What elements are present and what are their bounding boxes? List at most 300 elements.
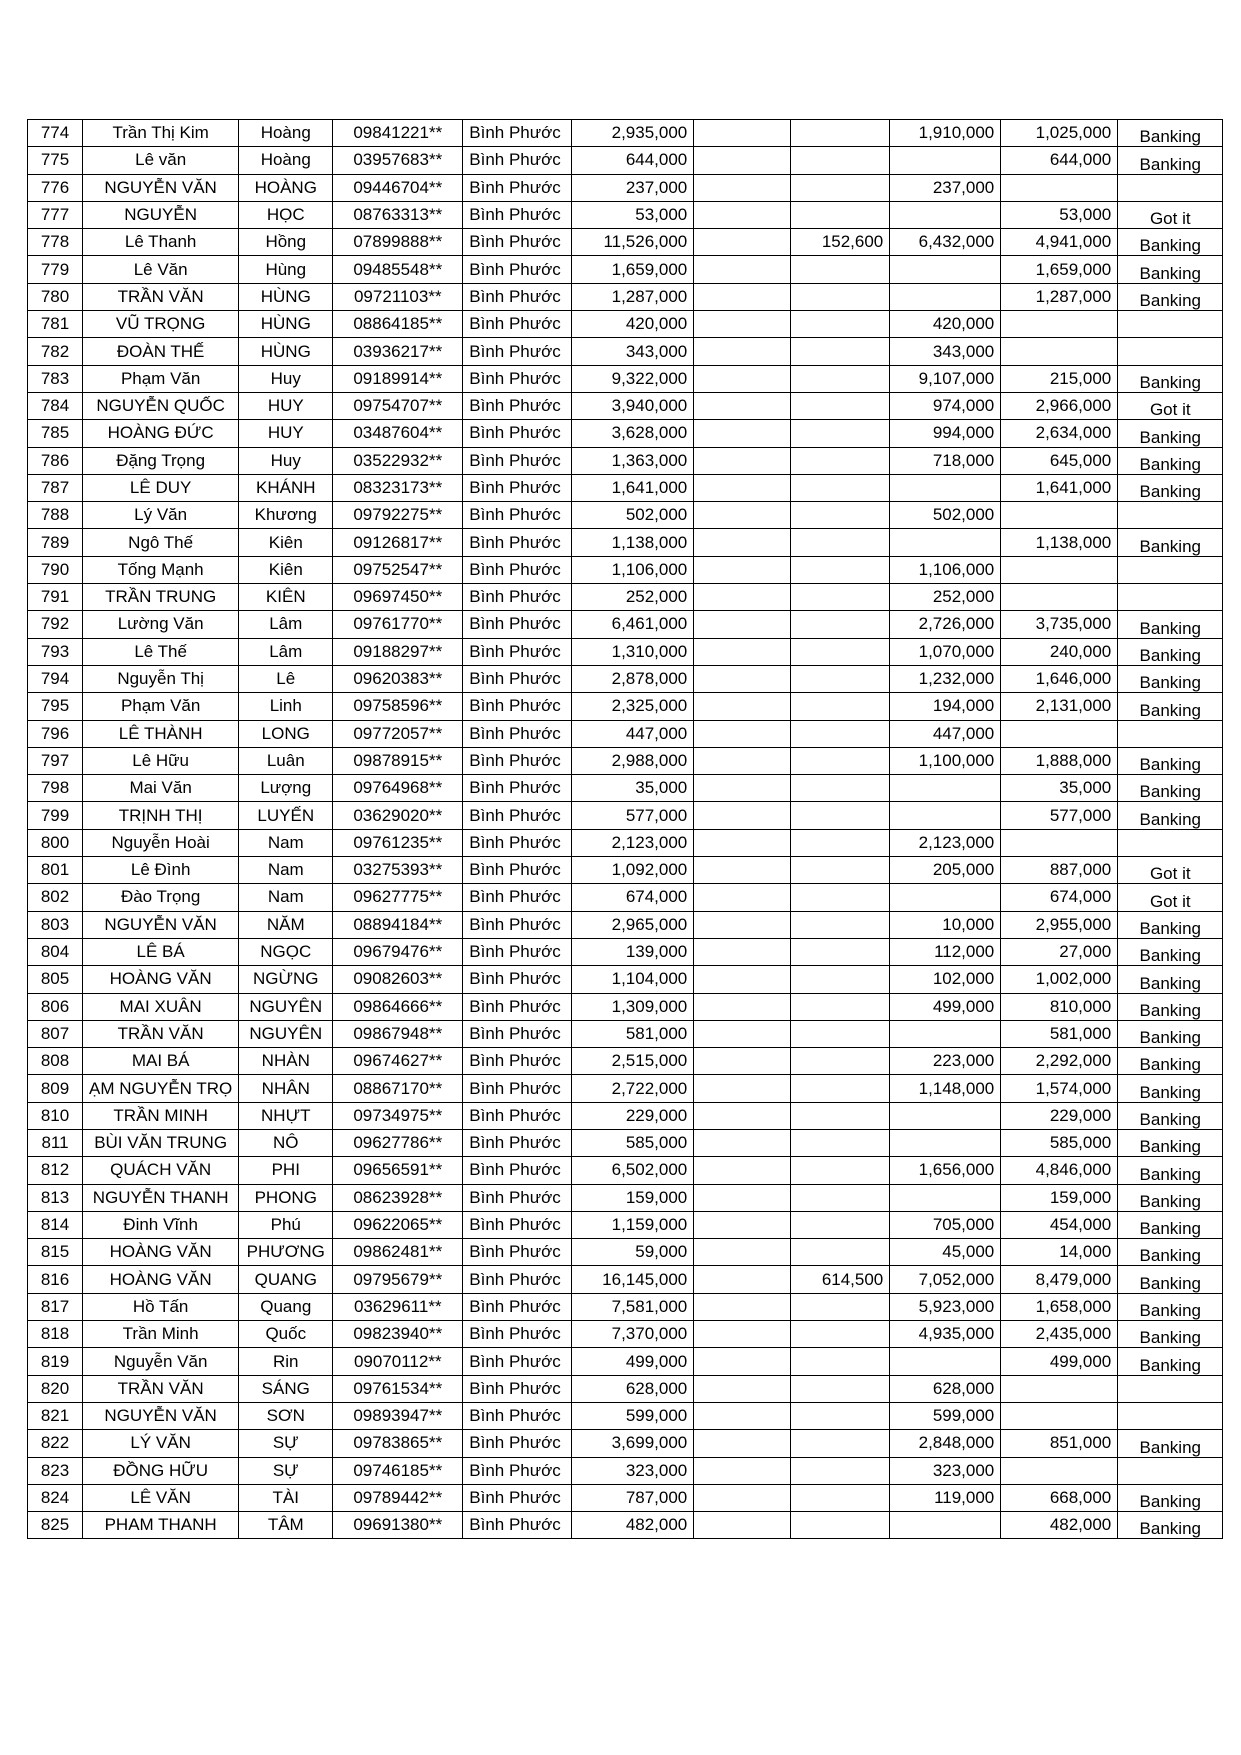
- payment-method: Got it: [1118, 857, 1223, 884]
- empty-cell: [694, 1375, 791, 1402]
- row-number: 802: [28, 884, 83, 911]
- table-row: [28, 829, 1223, 856]
- family-name: BÙI VĂN TRUNG: [83, 1129, 239, 1156]
- total-amount: 237,000: [572, 174, 694, 201]
- payment-table: [27, 119, 1223, 1539]
- total-amount: 499,000: [572, 1348, 694, 1375]
- row-number: 797: [28, 747, 83, 774]
- total-amount: 1,310,000: [572, 638, 694, 665]
- amount-a: [890, 884, 1001, 911]
- total-amount: 1,287,000: [572, 283, 694, 310]
- amount-b: 1,002,000: [1001, 966, 1118, 993]
- deduction-amount: [791, 392, 890, 419]
- family-name: Nguyễn Thị: [83, 665, 239, 692]
- amount-a: 1,100,000: [890, 747, 1001, 774]
- amount-b: 240,000: [1001, 638, 1118, 665]
- deduction-amount: [791, 1211, 890, 1238]
- deduction-amount: 152,600: [791, 229, 890, 256]
- amount-b: [1001, 338, 1118, 365]
- total-amount: 644,000: [572, 147, 694, 174]
- table-row: [28, 311, 1223, 338]
- amount-b: 1,641,000: [1001, 474, 1118, 501]
- deduction-amount: [791, 1184, 890, 1211]
- payment-method: Got it: [1118, 884, 1223, 911]
- phone-number: 08864185**: [333, 311, 463, 338]
- family-name: NGUYỄN QUỐC: [83, 392, 239, 419]
- total-amount: 577,000: [572, 802, 694, 829]
- row-number: 774: [28, 120, 83, 147]
- given-name: Linh: [239, 693, 333, 720]
- province: Bình Phước: [463, 1293, 572, 1320]
- total-amount: 11,526,000: [572, 229, 694, 256]
- empty-cell: [694, 584, 791, 611]
- amount-a: 252,000: [890, 584, 1001, 611]
- phone-number: 09697450**: [333, 584, 463, 611]
- table-row: [28, 1211, 1223, 1238]
- row-number: 810: [28, 1102, 83, 1129]
- province: Bình Phước: [463, 611, 572, 638]
- given-name: NHÀN: [239, 1048, 333, 1075]
- table-row: [28, 365, 1223, 392]
- deduction-amount: [791, 283, 890, 310]
- province: Bình Phước: [463, 556, 572, 583]
- phone-number: 09627775**: [333, 884, 463, 911]
- phone-number: 09758596**: [333, 693, 463, 720]
- table-row: [28, 938, 1223, 965]
- total-amount: 2,722,000: [572, 1075, 694, 1102]
- given-name: Nam: [239, 829, 333, 856]
- amount-a: 9,107,000: [890, 365, 1001, 392]
- deduction-amount: [791, 1512, 890, 1539]
- empty-cell: [694, 1211, 791, 1238]
- amount-b: 581,000: [1001, 1020, 1118, 1047]
- province: Bình Phước: [463, 747, 572, 774]
- province: Bình Phước: [463, 584, 572, 611]
- deduction-amount: [791, 802, 890, 829]
- row-number: 818: [28, 1321, 83, 1348]
- given-name: TÂM: [239, 1512, 333, 1539]
- amount-a: 1,106,000: [890, 556, 1001, 583]
- table-row: [28, 1157, 1223, 1184]
- payment-method: Banking: [1118, 1512, 1223, 1539]
- empty-cell: [694, 420, 791, 447]
- given-name: Khương: [239, 502, 333, 529]
- empty-cell: [694, 857, 791, 884]
- province: Bình Phước: [463, 1266, 572, 1293]
- empty-cell: [694, 1430, 791, 1457]
- given-name: Kiên: [239, 529, 333, 556]
- given-name: SÁNG: [239, 1375, 333, 1402]
- row-number: 796: [28, 720, 83, 747]
- amount-a: 628,000: [890, 1375, 1001, 1402]
- table-row: [28, 1293, 1223, 1320]
- given-name: NGUYÊN: [239, 993, 333, 1020]
- total-amount: 1,104,000: [572, 966, 694, 993]
- province: Bình Phước: [463, 1184, 572, 1211]
- amount-a: 194,000: [890, 693, 1001, 720]
- given-name: LUYẾN: [239, 802, 333, 829]
- family-name: Phạm Văn: [83, 693, 239, 720]
- family-name: HOÀNG ĐỨC: [83, 420, 239, 447]
- table-row: [28, 1075, 1223, 1102]
- row-number: 816: [28, 1266, 83, 1293]
- amount-a: [890, 1184, 1001, 1211]
- row-number: 787: [28, 474, 83, 501]
- given-name: Huy: [239, 365, 333, 392]
- empty-cell: [694, 1402, 791, 1429]
- payment-method: [1118, 311, 1223, 338]
- row-number: 811: [28, 1129, 83, 1156]
- family-name: HOÀNG VĂN: [83, 1239, 239, 1266]
- amount-b: 229,000: [1001, 1102, 1118, 1129]
- province: Bình Phước: [463, 229, 572, 256]
- province: Bình Phước: [463, 392, 572, 419]
- table-row: [28, 1048, 1223, 1075]
- payment-method: Banking: [1118, 120, 1223, 147]
- deduction-amount: [791, 611, 890, 638]
- amount-b: 851,000: [1001, 1430, 1118, 1457]
- phone-number: 03936217**: [333, 338, 463, 365]
- deduction-amount: [791, 201, 890, 228]
- table-row: [28, 584, 1223, 611]
- empty-cell: [694, 1266, 791, 1293]
- deduction-amount: [791, 1020, 890, 1047]
- phone-number: 09752547**: [333, 556, 463, 583]
- province: Bình Phước: [463, 938, 572, 965]
- table-row: [28, 283, 1223, 310]
- empty-cell: [694, 966, 791, 993]
- amount-a: 2,123,000: [890, 829, 1001, 856]
- deduction-amount: [791, 1484, 890, 1511]
- given-name: KHÁNH: [239, 474, 333, 501]
- row-number: 814: [28, 1211, 83, 1238]
- amount-b: 810,000: [1001, 993, 1118, 1020]
- total-amount: 502,000: [572, 502, 694, 529]
- amount-a: 45,000: [890, 1239, 1001, 1266]
- amount-b: [1001, 311, 1118, 338]
- given-name: Nam: [239, 857, 333, 884]
- total-amount: 2,965,000: [572, 911, 694, 938]
- given-name: Phú: [239, 1211, 333, 1238]
- province: Bình Phước: [463, 1348, 572, 1375]
- empty-cell: [694, 611, 791, 638]
- amount-a: [890, 802, 1001, 829]
- empty-cell: [694, 638, 791, 665]
- family-name: Phạm Văn: [83, 365, 239, 392]
- deduction-amount: [791, 365, 890, 392]
- total-amount: 1,159,000: [572, 1211, 694, 1238]
- payment-method: Banking: [1118, 420, 1223, 447]
- phone-number: 09893947**: [333, 1402, 463, 1429]
- empty-cell: [694, 1321, 791, 1348]
- province: Bình Phước: [463, 1075, 572, 1102]
- table-row: [28, 1457, 1223, 1484]
- payment-method: Banking: [1118, 1184, 1223, 1211]
- table-row: [28, 1129, 1223, 1156]
- deduction-amount: [791, 638, 890, 665]
- amount-a: 343,000: [890, 338, 1001, 365]
- given-name: NGUYÊN: [239, 1020, 333, 1047]
- phone-number: 09691380**: [333, 1512, 463, 1539]
- amount-a: 502,000: [890, 502, 1001, 529]
- amount-a: 223,000: [890, 1048, 1001, 1075]
- total-amount: 674,000: [572, 884, 694, 911]
- payment-method: Banking: [1118, 1321, 1223, 1348]
- amount-a: 323,000: [890, 1457, 1001, 1484]
- amount-b: 2,292,000: [1001, 1048, 1118, 1075]
- deduction-amount: [791, 857, 890, 884]
- phone-number: 09674627**: [333, 1048, 463, 1075]
- family-name: NGUYỄN: [83, 201, 239, 228]
- province: Bình Phước: [463, 857, 572, 884]
- payment-method: Banking: [1118, 665, 1223, 692]
- table-row: [28, 611, 1223, 638]
- province: Bình Phước: [463, 1129, 572, 1156]
- province: Bình Phước: [463, 1512, 572, 1539]
- empty-cell: [694, 256, 791, 283]
- row-number: 808: [28, 1048, 83, 1075]
- total-amount: 628,000: [572, 1375, 694, 1402]
- amount-a: 112,000: [890, 938, 1001, 965]
- amount-a: 447,000: [890, 720, 1001, 747]
- family-name: NGUYỄN VĂN: [83, 1402, 239, 1429]
- total-amount: 1,106,000: [572, 556, 694, 583]
- table-row: [28, 1239, 1223, 1266]
- total-amount: 2,988,000: [572, 747, 694, 774]
- deduction-amount: [791, 665, 890, 692]
- given-name: TÀI: [239, 1484, 333, 1511]
- amount-b: 1,138,000: [1001, 529, 1118, 556]
- row-number: 794: [28, 665, 83, 692]
- row-number: 801: [28, 857, 83, 884]
- total-amount: 2,515,000: [572, 1048, 694, 1075]
- payment-method: Banking: [1118, 747, 1223, 774]
- table-row: [28, 1402, 1223, 1429]
- province: Bình Phước: [463, 283, 572, 310]
- empty-cell: [694, 1239, 791, 1266]
- amount-b: 4,846,000: [1001, 1157, 1118, 1184]
- total-amount: 2,123,000: [572, 829, 694, 856]
- province: Bình Phước: [463, 1157, 572, 1184]
- empty-cell: [694, 747, 791, 774]
- empty-cell: [694, 938, 791, 965]
- total-amount: 7,370,000: [572, 1321, 694, 1348]
- family-name: Mai Văn: [83, 775, 239, 802]
- empty-cell: [694, 665, 791, 692]
- table-row: [28, 256, 1223, 283]
- payment-method: [1118, 556, 1223, 583]
- province: Bình Phước: [463, 1239, 572, 1266]
- row-number: 777: [28, 201, 83, 228]
- row-number: 800: [28, 829, 83, 856]
- deduction-amount: [791, 420, 890, 447]
- province: Bình Phước: [463, 1102, 572, 1129]
- row-number: 781: [28, 311, 83, 338]
- row-number: 784: [28, 392, 83, 419]
- given-name: NGỪNG: [239, 966, 333, 993]
- empty-cell: [694, 120, 791, 147]
- table-row: [28, 802, 1223, 829]
- family-name: ĐOÀN THẾ: [83, 338, 239, 365]
- row-number: 806: [28, 993, 83, 1020]
- table-body: [28, 120, 1223, 1539]
- table-row: [28, 993, 1223, 1020]
- province: Bình Phước: [463, 338, 572, 365]
- phone-number: 09761770**: [333, 611, 463, 638]
- family-name: LÊ DUY: [83, 474, 239, 501]
- table-row: [28, 120, 1223, 147]
- payment-method: [1118, 720, 1223, 747]
- deduction-amount: [791, 966, 890, 993]
- amount-b: 215,000: [1001, 365, 1118, 392]
- family-name: MAI BÁ: [83, 1048, 239, 1075]
- empty-cell: [694, 474, 791, 501]
- total-amount: 3,699,000: [572, 1430, 694, 1457]
- amount-a: [890, 256, 1001, 283]
- phone-number: 08894184**: [333, 911, 463, 938]
- given-name: Hoàng: [239, 120, 333, 147]
- family-name: HOÀNG VĂN: [83, 966, 239, 993]
- family-name: VŨ TRỌNG: [83, 311, 239, 338]
- amount-b: [1001, 556, 1118, 583]
- family-name: TRỊNH THỊ: [83, 802, 239, 829]
- amount-b: [1001, 174, 1118, 201]
- empty-cell: [694, 1184, 791, 1211]
- row-number: 789: [28, 529, 83, 556]
- payment-method: [1118, 1402, 1223, 1429]
- deduction-amount: [791, 529, 890, 556]
- total-amount: 252,000: [572, 584, 694, 611]
- row-number: 812: [28, 1157, 83, 1184]
- amount-b: [1001, 720, 1118, 747]
- amount-a: 1,232,000: [890, 665, 1001, 692]
- table-row: [28, 1375, 1223, 1402]
- family-name: Lý Văn: [83, 502, 239, 529]
- family-name: TRẦN VĂN: [83, 1375, 239, 1402]
- province: Bình Phước: [463, 966, 572, 993]
- table-row: [28, 392, 1223, 419]
- row-number: 819: [28, 1348, 83, 1375]
- amount-a: 237,000: [890, 174, 1001, 201]
- family-name: TRẦN VĂN: [83, 283, 239, 310]
- amount-b: [1001, 584, 1118, 611]
- total-amount: 1,641,000: [572, 474, 694, 501]
- province: Bình Phước: [463, 775, 572, 802]
- payment-method: Banking: [1118, 1020, 1223, 1047]
- phone-number: 09754707**: [333, 392, 463, 419]
- amount-b: 2,634,000: [1001, 420, 1118, 447]
- deduction-amount: [791, 147, 890, 174]
- table-row: [28, 857, 1223, 884]
- amount-b: 2,955,000: [1001, 911, 1118, 938]
- phone-number: 09679476**: [333, 938, 463, 965]
- given-name: Nam: [239, 884, 333, 911]
- phone-number: 09823940**: [333, 1321, 463, 1348]
- total-amount: 585,000: [572, 1129, 694, 1156]
- province: Bình Phước: [463, 529, 572, 556]
- phone-number: 09878915**: [333, 747, 463, 774]
- deduction-amount: [791, 1075, 890, 1102]
- deduction-amount: [791, 1157, 890, 1184]
- deduction-amount: [791, 1129, 890, 1156]
- row-number: 805: [28, 966, 83, 993]
- family-name: HOÀNG VĂN: [83, 1266, 239, 1293]
- province: Bình Phước: [463, 1020, 572, 1047]
- family-name: NGUYỄN THANH: [83, 1184, 239, 1211]
- empty-cell: [694, 1102, 791, 1129]
- total-amount: 229,000: [572, 1102, 694, 1129]
- row-number: 790: [28, 556, 83, 583]
- province: Bình Phước: [463, 1402, 572, 1429]
- empty-cell: [694, 147, 791, 174]
- deduction-amount: [791, 120, 890, 147]
- amount-b: 8,479,000: [1001, 1266, 1118, 1293]
- empty-cell: [694, 1348, 791, 1375]
- amount-a: 102,000: [890, 966, 1001, 993]
- empty-cell: [694, 1020, 791, 1047]
- province: Bình Phước: [463, 720, 572, 747]
- family-name: Hồ Tấn: [83, 1293, 239, 1320]
- family-name: Lê Thanh: [83, 229, 239, 256]
- table-row: [28, 966, 1223, 993]
- deduction-amount: [791, 502, 890, 529]
- total-amount: 447,000: [572, 720, 694, 747]
- amount-b: [1001, 1375, 1118, 1402]
- deduction-amount: [791, 338, 890, 365]
- given-name: PHONG: [239, 1184, 333, 1211]
- payment-method: Banking: [1118, 1075, 1223, 1102]
- row-number: 822: [28, 1430, 83, 1457]
- row-number: 779: [28, 256, 83, 283]
- table-row: [28, 720, 1223, 747]
- total-amount: 420,000: [572, 311, 694, 338]
- deduction-amount: [791, 1321, 890, 1348]
- given-name: Lê: [239, 665, 333, 692]
- row-number: 824: [28, 1484, 83, 1511]
- given-name: Rin: [239, 1348, 333, 1375]
- given-name: HỌC: [239, 201, 333, 228]
- province: Bình Phước: [463, 1457, 572, 1484]
- row-number: 775: [28, 147, 83, 174]
- table-row: [28, 447, 1223, 474]
- total-amount: 482,000: [572, 1512, 694, 1539]
- empty-cell: [694, 1512, 791, 1539]
- payment-method: Banking: [1118, 1239, 1223, 1266]
- total-amount: 2,935,000: [572, 120, 694, 147]
- row-number: 785: [28, 420, 83, 447]
- amount-b: 499,000: [1001, 1348, 1118, 1375]
- table-row: [28, 174, 1223, 201]
- amount-b: 159,000: [1001, 1184, 1118, 1211]
- phone-number: 09656591**: [333, 1157, 463, 1184]
- total-amount: 2,325,000: [572, 693, 694, 720]
- payment-method: Banking: [1118, 1430, 1223, 1457]
- empty-cell: [694, 447, 791, 474]
- row-number: 799: [28, 802, 83, 829]
- deduction-amount: [791, 556, 890, 583]
- empty-cell: [694, 829, 791, 856]
- given-name: SỰ: [239, 1457, 333, 1484]
- amount-a: 499,000: [890, 993, 1001, 1020]
- row-number: 821: [28, 1402, 83, 1429]
- payment-method: [1118, 338, 1223, 365]
- row-number: 792: [28, 611, 83, 638]
- amount-a: [890, 283, 1001, 310]
- province: Bình Phước: [463, 693, 572, 720]
- province: Bình Phước: [463, 638, 572, 665]
- row-number: 778: [28, 229, 83, 256]
- row-number: 782: [28, 338, 83, 365]
